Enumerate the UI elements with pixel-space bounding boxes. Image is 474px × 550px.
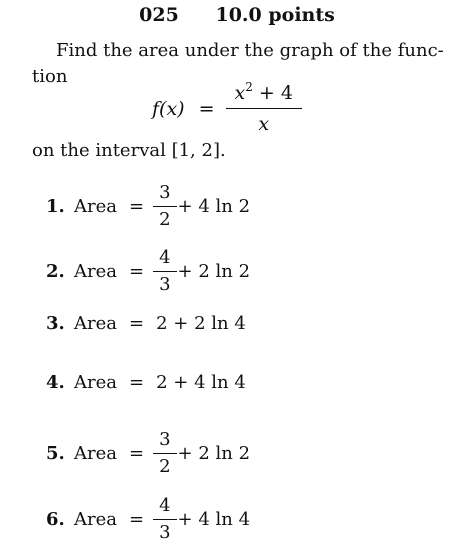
question-number: 025 xyxy=(139,4,179,26)
option-denominator: 2 xyxy=(153,453,176,476)
option-fraction xyxy=(156,249,173,294)
option-equals: = xyxy=(129,443,145,464)
option-denominator: 3 xyxy=(153,271,176,294)
option-fraction xyxy=(156,497,173,542)
question-points: 10.0 points xyxy=(215,4,335,26)
function-fraction xyxy=(229,80,299,135)
function-denominator: x xyxy=(226,108,302,134)
prompt-line-2: tion xyxy=(32,66,68,87)
answer-option[interactable] xyxy=(46,431,250,476)
option-area-word: Area xyxy=(74,372,117,393)
option-numerator: 3 xyxy=(159,429,171,450)
option-denominator: 2 xyxy=(153,206,176,229)
option-equals: = xyxy=(129,509,145,530)
option-area-word: Area xyxy=(74,443,117,464)
option-area-word: Area xyxy=(74,196,117,217)
option-numerator: 4 xyxy=(159,247,171,268)
numerator-constant: + 4 xyxy=(252,82,293,104)
option-fraction xyxy=(156,184,173,229)
option-expression: + 4 ln 2 xyxy=(177,196,251,217)
function-lhs: f(x) xyxy=(152,98,185,120)
interval-statement: on the interval [1, 2]. xyxy=(32,140,226,161)
answer-option[interactable] xyxy=(46,497,250,542)
option-area-word: Area xyxy=(74,313,117,334)
prompt-line-1: Find the area under the graph of the func- xyxy=(56,40,444,61)
answer-option[interactable] xyxy=(46,313,246,334)
option-number: 6. xyxy=(46,509,65,530)
option-expression: 2 + 2 ln 4 xyxy=(156,313,246,334)
option-fraction xyxy=(156,431,173,476)
option-number: 2. xyxy=(46,261,65,282)
option-number: 3. xyxy=(46,313,65,334)
option-area-word: Area xyxy=(74,261,117,282)
option-expression: 2 + 4 ln 4 xyxy=(156,372,246,393)
option-equals: = xyxy=(129,372,145,393)
numerator-exponent: 2 xyxy=(245,80,253,94)
function-numerator xyxy=(229,80,299,108)
option-equals: = xyxy=(129,313,145,334)
option-area-word: Area xyxy=(74,509,117,530)
option-number: 1. xyxy=(46,196,65,217)
option-numerator: 3 xyxy=(159,182,171,203)
answer-option[interactable] xyxy=(46,372,246,393)
function-definition xyxy=(152,80,299,135)
option-number: 4. xyxy=(46,372,65,393)
option-number: 5. xyxy=(46,443,65,464)
question-header xyxy=(0,4,474,26)
numerator-variable: x xyxy=(234,82,246,104)
option-expression: + 2 ln 2 xyxy=(177,261,251,282)
function-equals: = xyxy=(198,98,215,120)
option-expression: + 2 ln 2 xyxy=(177,443,251,464)
option-expression: + 4 ln 4 xyxy=(177,509,251,530)
option-equals: = xyxy=(129,196,145,217)
option-numerator: 4 xyxy=(159,495,171,516)
option-denominator: 3 xyxy=(153,519,176,542)
option-equals: = xyxy=(129,261,145,282)
answer-option[interactable] xyxy=(46,249,250,294)
answer-option[interactable] xyxy=(46,184,250,229)
